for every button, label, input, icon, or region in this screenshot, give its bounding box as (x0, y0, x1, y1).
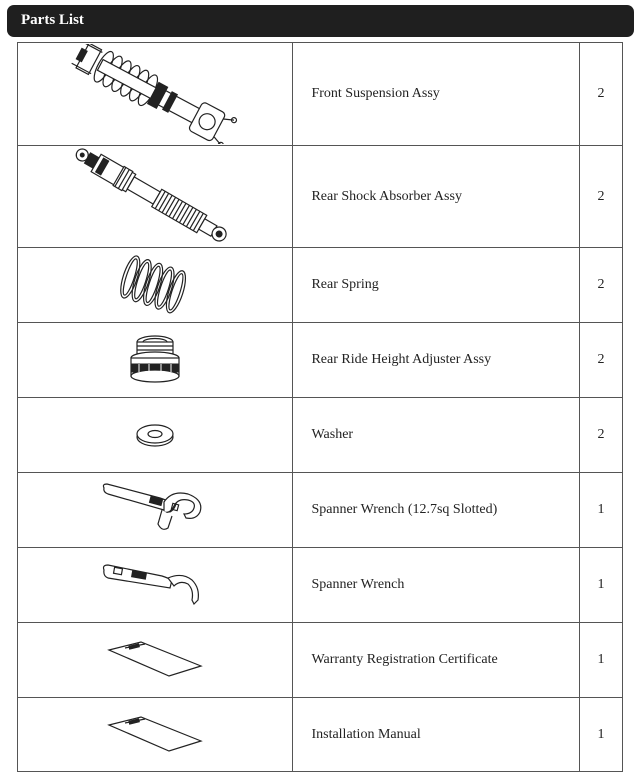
rear-shock-absorber-icon (65, 147, 245, 247)
part-name: Front Suspension Assy (293, 43, 579, 146)
part-name: Spanner Wrench (293, 548, 579, 623)
part-image-cell (18, 43, 293, 146)
part-image-cell (18, 473, 293, 548)
part-name: Rear Spring (293, 248, 579, 323)
table-row (18, 146, 623, 248)
parts-table (17, 42, 623, 772)
part-quantity: 2 (579, 323, 622, 398)
part-quantity: 2 (579, 43, 622, 146)
part-quantity: 2 (579, 248, 622, 323)
part-quantity: 2 (579, 146, 622, 248)
part-name: Rear Shock Absorber Assy (293, 146, 579, 248)
table-row (18, 398, 623, 473)
part-name: Warranty Registration Certificate (293, 623, 579, 698)
part-image-cell (18, 398, 293, 473)
table-row (18, 623, 623, 698)
part-image-cell (18, 698, 293, 772)
table-row (18, 698, 623, 772)
part-name: Installation Manual (293, 698, 579, 772)
spanner-wrench-icon (100, 560, 210, 610)
part-name: Spanner Wrench (12.7sq Slotted) (293, 473, 579, 548)
table-row (18, 548, 623, 623)
part-image-cell (18, 623, 293, 698)
table-row (18, 473, 623, 548)
washer-icon (130, 420, 180, 450)
part-quantity: 2 (579, 398, 622, 473)
warranty-certificate-icon (105, 640, 205, 680)
part-image-cell (18, 248, 293, 323)
rear-spring-icon (115, 250, 195, 320)
table-row (18, 248, 623, 323)
part-image-cell (18, 548, 293, 623)
part-quantity: 1 (579, 473, 622, 548)
parts-list-header: Parts List (7, 5, 634, 37)
ride-height-adjuster-icon (125, 330, 185, 390)
front-suspension-icon (65, 44, 245, 144)
slotted-spanner-wrench-icon (100, 480, 210, 540)
part-quantity: 1 (579, 698, 622, 772)
part-name: Rear Ride Height Adjuster Assy (293, 323, 579, 398)
part-image-cell (18, 146, 293, 248)
table-row (18, 43, 623, 146)
part-name: Washer (293, 398, 579, 473)
part-image-cell (18, 323, 293, 398)
part-quantity: 1 (579, 623, 622, 698)
table-row (18, 323, 623, 398)
installation-manual-icon (105, 715, 205, 755)
part-quantity: 1 (579, 548, 622, 623)
